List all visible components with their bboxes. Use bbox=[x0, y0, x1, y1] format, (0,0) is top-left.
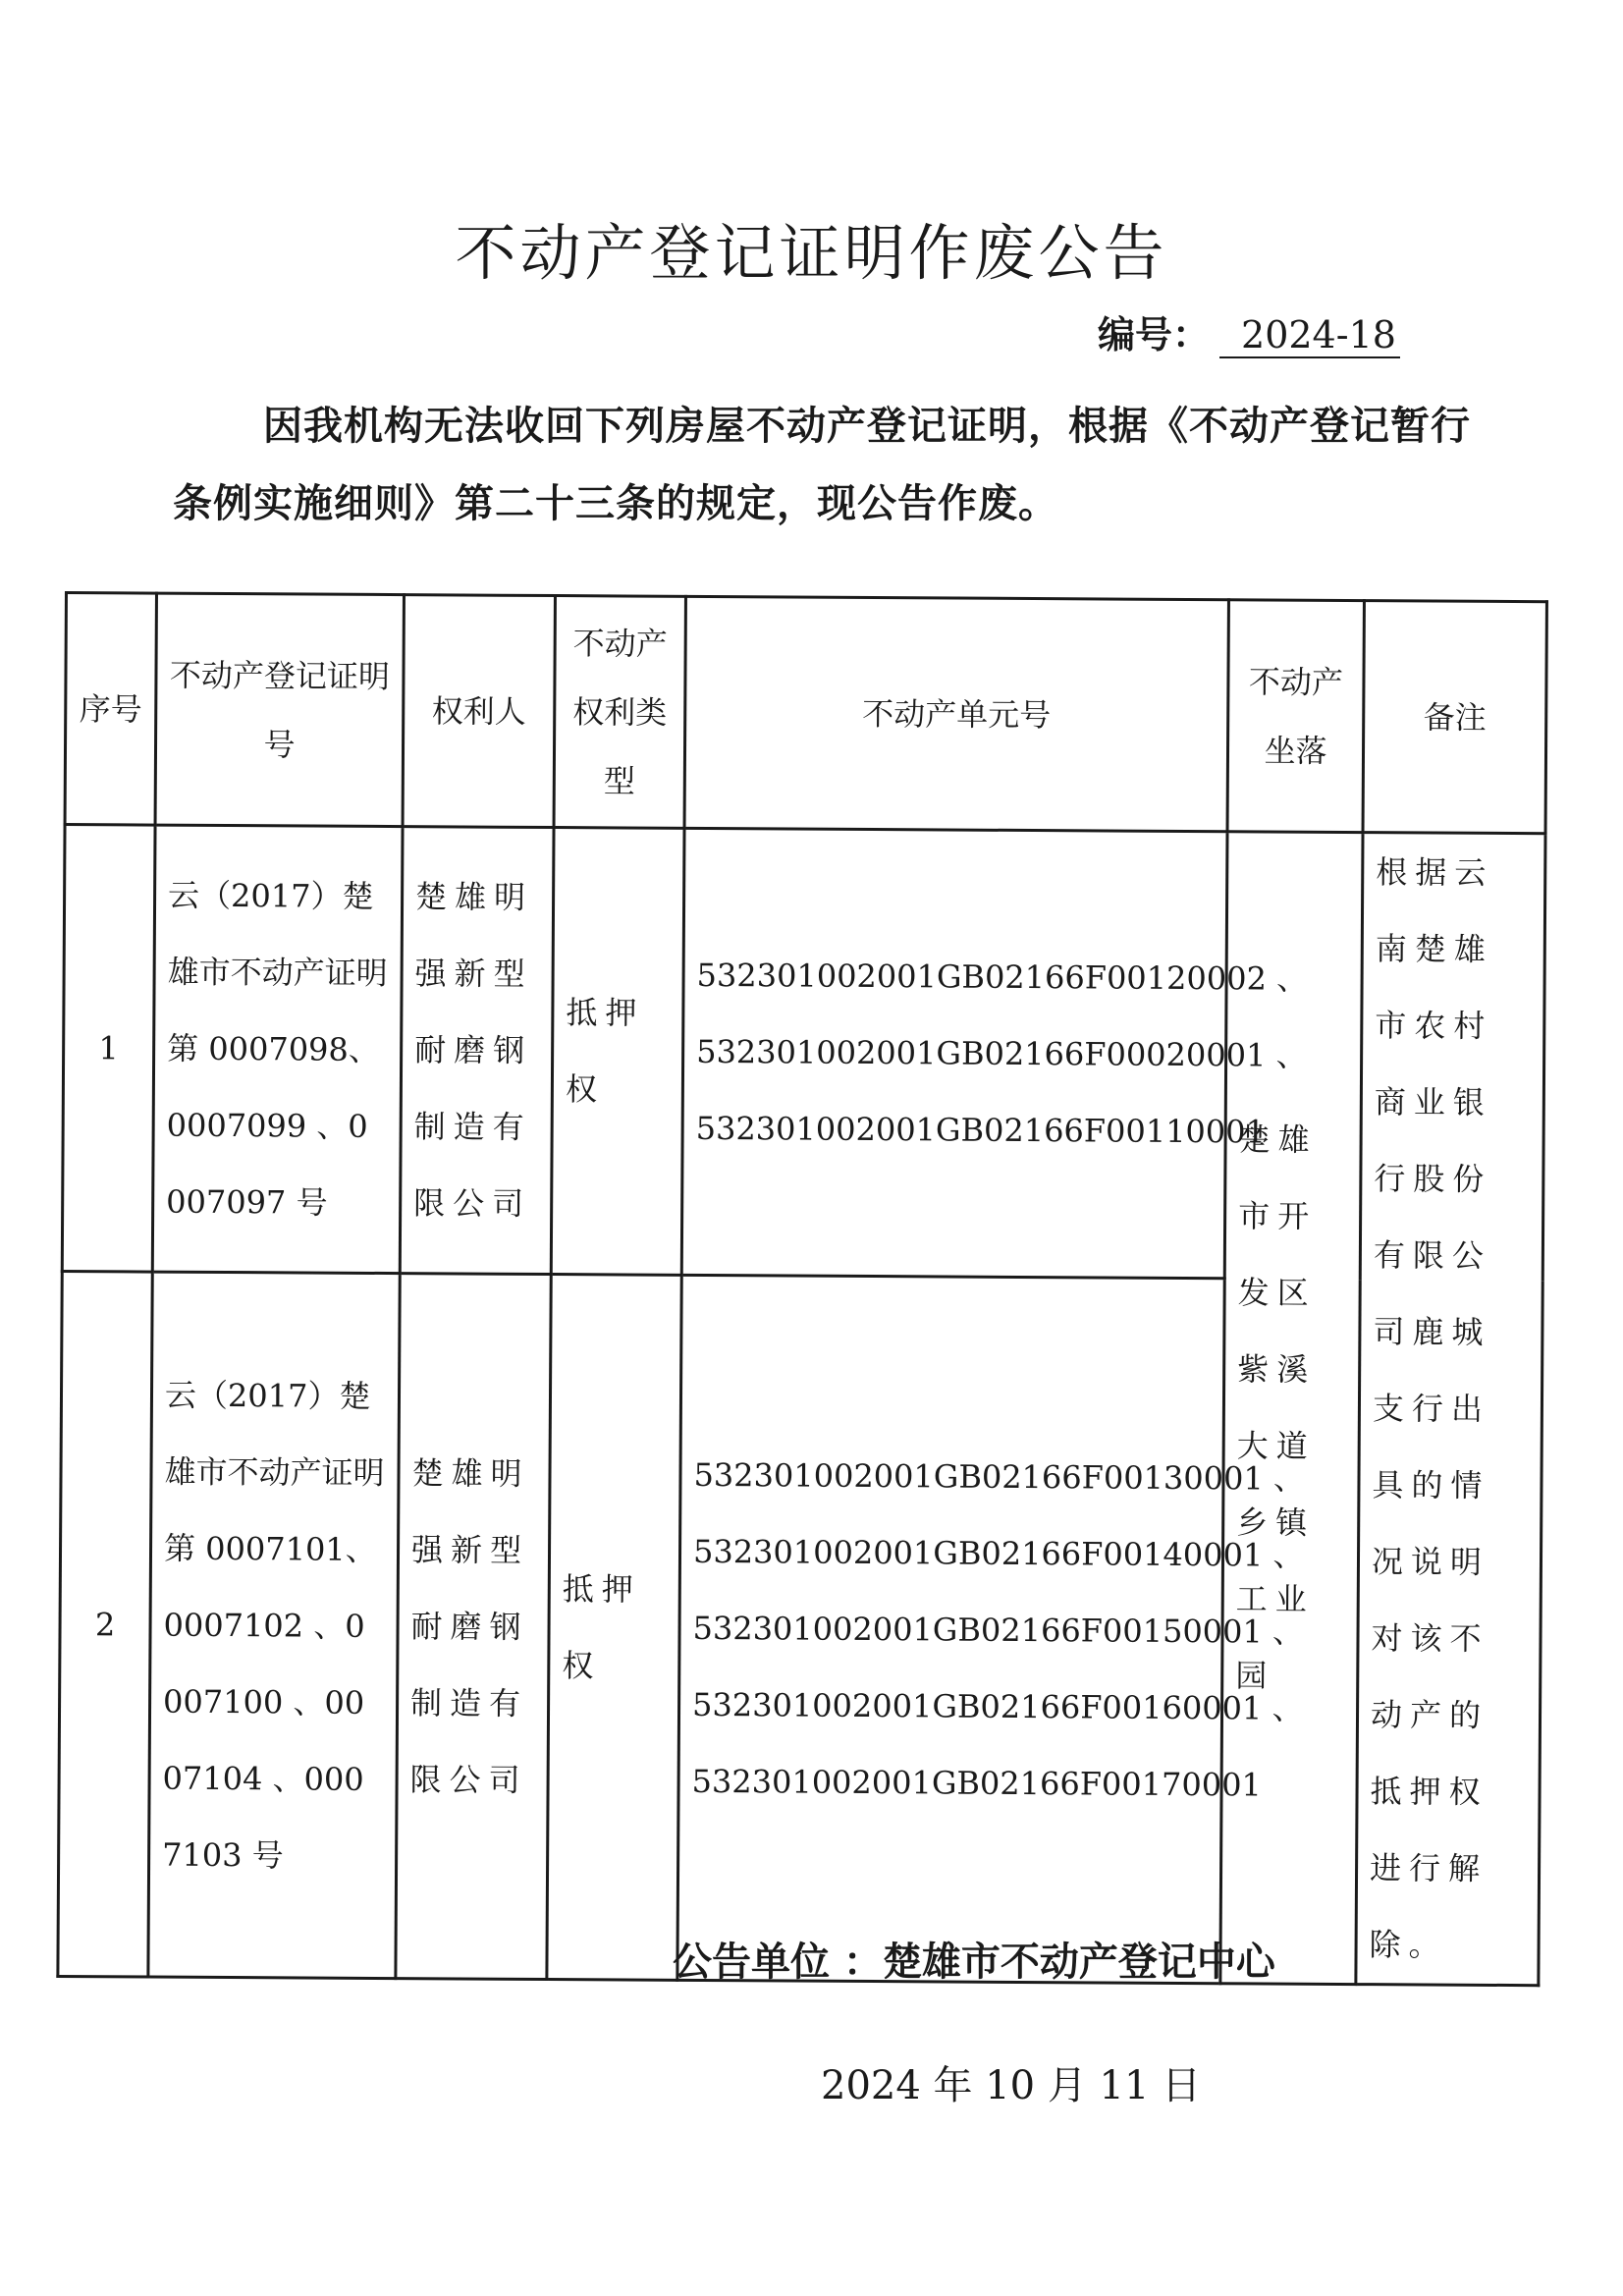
unit-number: 532301002001GB02166F00160001 、 bbox=[691, 1685, 1304, 1727]
remark-cell: 根据云南楚雄市农村商业银行股份有限公司鹿城支行出具的情况说明对该不动产的抵押权进行解除。 bbox=[1356, 833, 1545, 1986]
issuer-line bbox=[673, 1931, 1275, 1987]
header-right-type: 不动产权利类型 bbox=[554, 596, 685, 829]
row-right-type: 抵押权 bbox=[551, 828, 684, 1276]
row-unit-numbers bbox=[681, 828, 1309, 1278]
table-row bbox=[62, 825, 1545, 1281]
row-right-type: 抵押权 bbox=[547, 1275, 681, 1981]
issuer-label: 公告单位 ： bbox=[673, 1940, 883, 1985]
row-owner: 楚雄明强新型耐磨钢制造有限公司 bbox=[400, 827, 554, 1275]
header-location: 不动产坐落 bbox=[1227, 600, 1364, 833]
unit-number: 532301002001GB02166F00020001 、 bbox=[696, 1032, 1308, 1074]
unit-number: 532301002001GB02166F00120002 、 bbox=[696, 956, 1309, 998]
header-remark: 备注 bbox=[1363, 601, 1546, 834]
header-cert-no: 不动产登记证明号 bbox=[155, 593, 404, 827]
unit-number: 532301002001GB02166F00140001 、 bbox=[692, 1532, 1305, 1574]
issuer-name: 楚雄市不动产登记中心 bbox=[882, 1940, 1275, 1985]
unit-number: 532301002001GB02166F00130001 、 bbox=[693, 1455, 1306, 1498]
location-cell: 楚雄市开发区紫溪大道乡镇工业园 bbox=[1220, 832, 1363, 1985]
document-number-value: 2024-18 bbox=[1219, 313, 1400, 358]
header-owner: 权利人 bbox=[403, 595, 555, 828]
unit-number: 532301002001GB02166F00110001 bbox=[695, 1109, 1267, 1151]
notice-title: 不动产登记证明作废公告 bbox=[455, 217, 1168, 289]
notice-date: 2024 年 10 月 11 日 bbox=[821, 2063, 1202, 2108]
row-cert-no: 云（2017）楚雄市不动产证明第 0007098、0007099 、0007097 号 bbox=[152, 825, 403, 1274]
unit-number: 532301002001GB02166F00170001 bbox=[691, 1762, 1262, 1803]
row-seq: 2 bbox=[58, 1272, 152, 1977]
table-header-row bbox=[65, 593, 1546, 834]
header-unit-no: 不动产单元号 bbox=[684, 596, 1228, 831]
row-owner: 楚雄明强新型耐磨钢制造有限公司 bbox=[396, 1274, 551, 1980]
document-number bbox=[1098, 304, 1400, 358]
row-seq: 1 bbox=[62, 825, 155, 1273]
intro-paragraph: 因我机构无法收回下列房屋不动产登记证明，根据《不动产登记暂行条例实施细则》第二十三条的规定，现公告作废。 bbox=[173, 404, 1471, 526]
header-seq: 序号 bbox=[65, 593, 156, 826]
unit-number: 532301002001GB02166F00150001 、 bbox=[692, 1609, 1305, 1651]
document-number-label: 编号： bbox=[1098, 313, 1211, 356]
certificate-table bbox=[56, 591, 1548, 1987]
row-cert-no: 云（2017）楚雄市不动产证明第 0007101、0007102 、0007100 、0007104 、0007103 号 bbox=[148, 1272, 400, 1978]
